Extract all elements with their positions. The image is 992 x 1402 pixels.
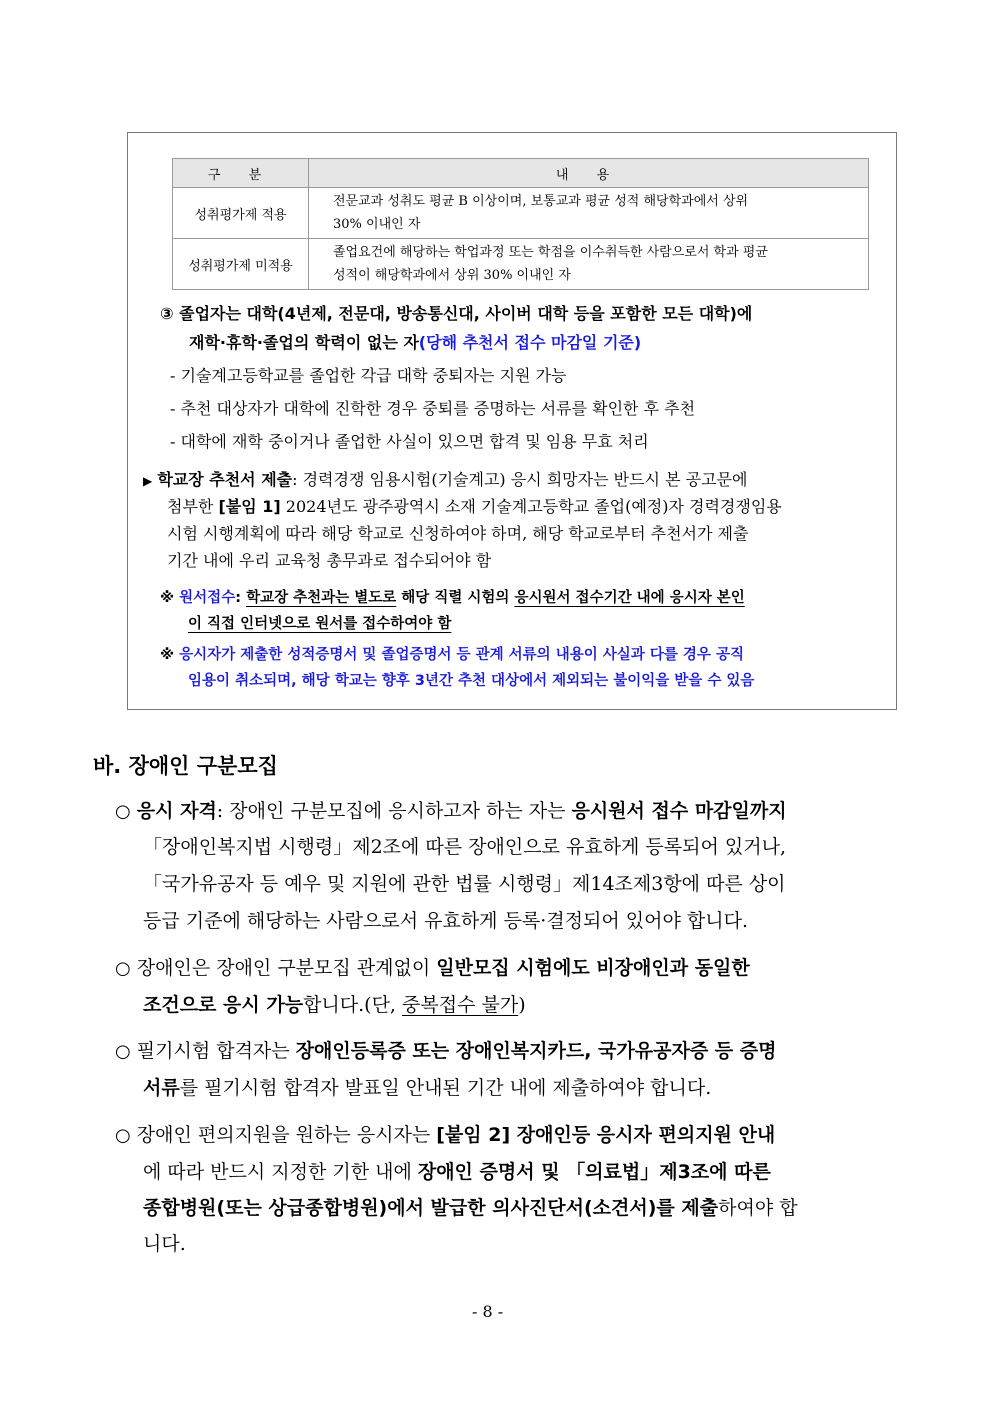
p4-text: 장애인 편의지원을 원하는 응시자는 [136, 1124, 437, 1146]
p4-bold-text: 장애인 증명서 및 「의료법」제3조에 따른 [417, 1161, 771, 1183]
reference-mark: ※ [160, 647, 175, 663]
p4-bold-text: [붙임 2] 장애인등 응시자 편의지원 안내 [436, 1124, 776, 1146]
p2-line2 [143, 990, 526, 1017]
reference-mark: ※ [160, 590, 175, 606]
triangle-icon: ▶ [143, 474, 153, 488]
table-cell-label: 성취평가제 적용 [173, 188, 309, 239]
note1-line1 [160, 586, 745, 607]
note1-line2: 이 직접 인터넷으로 원서를 접수하여야 함 [188, 616, 452, 632]
p4-text: 하여야 합 [718, 1197, 798, 1219]
p3-line2 [143, 1073, 711, 1100]
p2-bold-text: 조건으로 응시 가능 [143, 994, 304, 1016]
p2-text: 장애인은 장애인 구분모집 관계없이 [136, 957, 437, 979]
cell-line: 성적이 해당학과에서 상위 30% 이내인 자 [333, 268, 571, 283]
p2-bold-text: 일반모집 시험에도 비장애인과 동일한 [436, 957, 750, 979]
note-text: 응시자가 제출한 성적증명서 및 졸업증명서 등 관계 서류의 내용이 사실과 다를 경우 공직 [179, 647, 744, 663]
bullet-icon: ○ [115, 1125, 131, 1146]
p3-line1 [115, 1036, 776, 1063]
p4-line2 [143, 1157, 771, 1184]
cell-line: 30% 이내인 자 [333, 217, 421, 232]
page-number: - 8 - [472, 1302, 504, 1321]
recommend-line4: 기간 내에 우리 교육청 총무과로 접수되어야 함 [167, 551, 492, 570]
table-row [173, 188, 869, 239]
p1-line2: 「장애인복지법 시행령」제2조에 따른 장애인으로 유효하게 등록되어 있거나, [143, 836, 786, 858]
item3-bold-text: 재학·휴학·졸업의 학력이 없는 자 [189, 333, 419, 352]
table-row [173, 239, 869, 290]
p1-line1 [115, 796, 787, 823]
list-item: - 추천 대상자가 대학에 진학한 경우 중퇴를 증명하는 서류를 확인한 후 추천 [170, 399, 696, 418]
p1-bold-text: 응시원서 접수 마감일까지 [571, 800, 787, 822]
bullet-icon: ○ [115, 1041, 131, 1062]
p2-underlined-text: 중복접수 불가 [402, 994, 519, 1016]
p2-line1 [115, 953, 750, 980]
note1-label: 원서접수 [179, 590, 236, 606]
note2-line2: 임용이 취소되며, 해당 학교는 향후 3년간 추천 대상에서 제외되는 불이익을 받을 수 있음 [188, 673, 755, 689]
p3-bold-text: 장애인등록증 또는 장애인복지카드, 국가유공자증 등 증명 [295, 1040, 777, 1062]
p4-text: 에 따라 반드시 지정한 기한 내에 [143, 1161, 418, 1183]
list-item: - 대학에 재학 중이거나 졸업한 사실이 있으면 합격 및 임용 무효 처리 [170, 432, 649, 451]
note-text: : [235, 590, 247, 606]
recommend-label: 학교장 추천서 제출 [157, 470, 293, 489]
p3-bold-text: 서류 [143, 1077, 180, 1099]
item3-text: 졸업자는 대학(4년제, 전문대, 방송통신대, 사이버 대학 등을 포함한 모든 대학)에 [179, 304, 753, 323]
table-cell-content [309, 188, 869, 239]
note-text: 응시원서 접수기간 내에 응시자 본인 [514, 590, 745, 606]
recommend-line2 [167, 494, 782, 517]
p4-line1 [115, 1120, 775, 1147]
criteria-table [172, 158, 869, 290]
recommend-line1 [143, 467, 747, 490]
table-cell-label: 성취평가제 미적용 [173, 239, 309, 290]
attachment-ref: [붙임 1] [218, 497, 281, 516]
p1-line3: 「국가유공자 등 예우 및 지원에 관한 법률 시행령」제14조제3항에 따른 상이 [143, 873, 786, 895]
p4-line4: 니다. [143, 1233, 186, 1255]
bullet-icon: ○ [115, 801, 131, 822]
recommend-text: 2024년도 광주광역시 소재 기술계고등학교 졸업(예정)자 경력경쟁임용 [280, 497, 782, 516]
item3-line2 [189, 330, 641, 353]
item3-line1 [160, 301, 752, 324]
cell-line: 전문교과 성취도 평균 B 이상이며, 보통교과 평균 성적 해당학과에서 상위 [333, 194, 749, 209]
p3-text: 필기시험 합격자는 [136, 1040, 296, 1062]
section-title: 바. 장애인 구분모집 [93, 754, 278, 778]
p1-label: 응시 자격 [136, 800, 217, 822]
bullet-icon: ○ [115, 958, 131, 979]
note-text: 해당 직렬 시험의 [396, 590, 515, 606]
recommend-text: : 경력경쟁 임용시험(기술계고) 응시 희망자는 반드시 본 공고문에 [292, 470, 748, 489]
p4-line3 [143, 1193, 798, 1220]
p3-text: 를 필기시험 합격자 발표일 안내된 기간 내에 제출하여야 합니다. [179, 1077, 712, 1099]
table-header-category: 구 분 [173, 159, 309, 188]
p4-bold-text: 종합병원(또는 상급종합병원)에서 발급한 의사진단서(소견서)를 제출 [143, 1197, 719, 1219]
note2-line1 [160, 643, 744, 664]
p2-text: ) [518, 994, 526, 1016]
recommend-line3: 시험 시행계획에 따라 해당 학교로 신청하여야 하며, 해당 학교로부터 추천서가 제출 [167, 524, 749, 543]
item3-deadline-note: (당해 추천서 접수 마감일 기준) [418, 333, 642, 352]
p1-line4: 등급 기준에 해당하는 사람으로서 유효하게 등록·결정되어 있어야 합니다. [143, 910, 748, 932]
list-item: - 기술계고등학교를 졸업한 각급 대학 중퇴자는 지원 가능 [170, 366, 567, 385]
p2-text: 합니다.(단, [303, 994, 403, 1016]
p1-text: : 장애인 구분모집에 응시하고자 하는 자는 [216, 800, 572, 822]
table-header-content: 내 용 [309, 159, 869, 188]
circled-number: ③ [160, 304, 174, 323]
table-header-row [173, 159, 869, 188]
cell-line: 졸업요건에 해당하는 학업과정 또는 학점을 이수취득한 사람으로서 학과 평균 [333, 245, 768, 260]
note-text: 학교장 추천과는 별도로 [246, 590, 397, 606]
recommend-text: 첨부한 [167, 497, 219, 516]
table-cell-content [309, 239, 869, 290]
